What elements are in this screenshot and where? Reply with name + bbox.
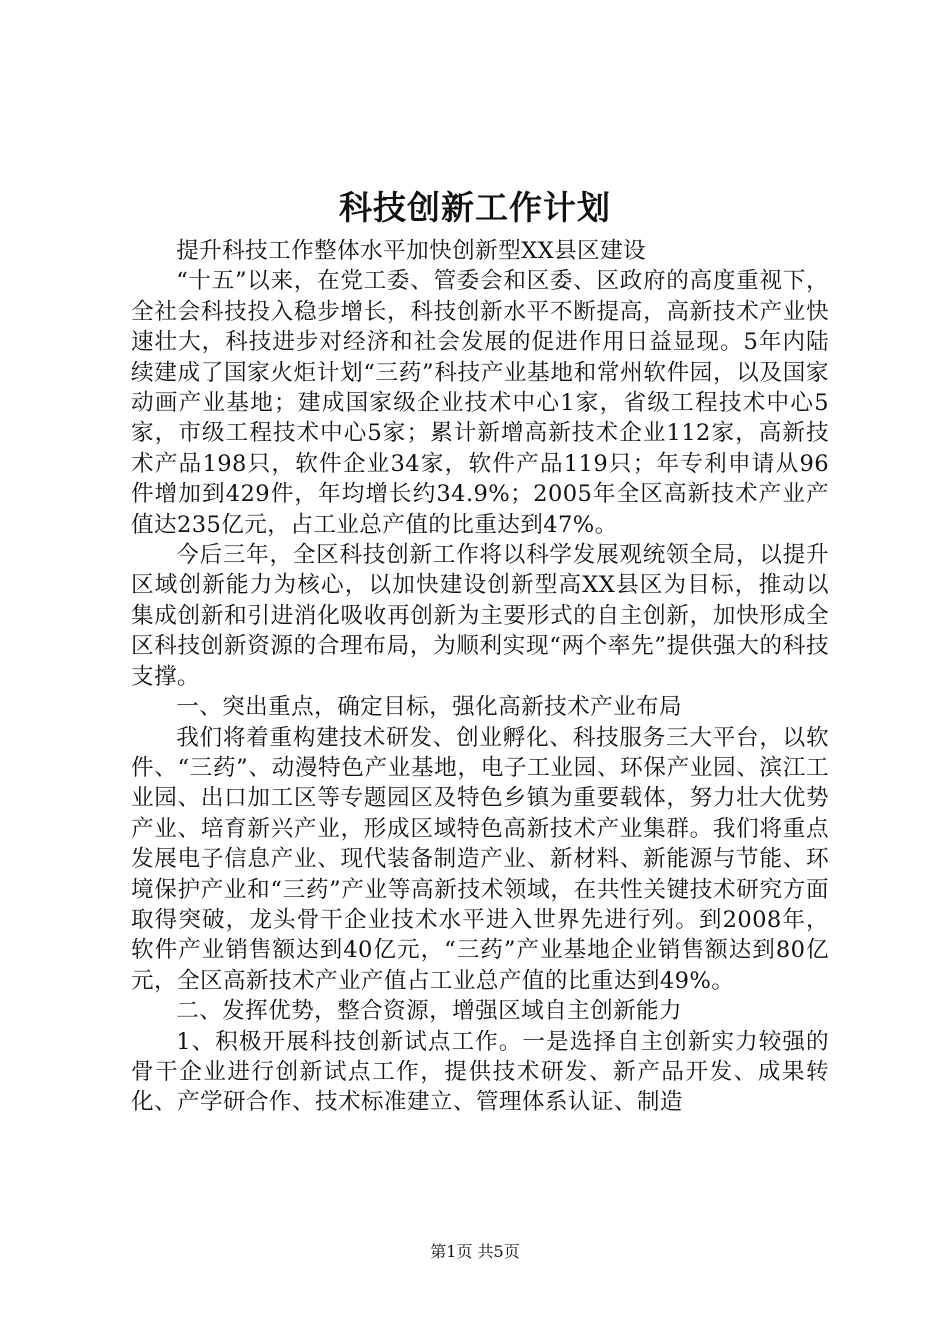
section-heading: 一、突出重点，确定目标，强化高新技术产业布局	[176, 694, 683, 721]
body-paragraph: “十五”以来，在党工委、管委会和区委、区政府的高度重视下，全社会科技投入稳步增长，科技创新水平不断提高，高新技术产业快速壮大，科技进步对经济和社会发展的促进作用日益显现。5年内陆续建成了国家火炬计划“三药”科技产业基地和常州软件园，以及国家动画产业基地；建成国家级企业技术中心1家，省级工程技术中心5家，市级工程技术中心5家；累计新增高新技术企业112家，高新技术产品198只，软件企业34家，软件产品119只；年专利申请从96件增加到429件，年均增长约34.9%；2005年全区高新技术产业产值达235亿元，占工业总产值的比重达到47%。	[131, 268, 829, 538]
body-paragraph: 我们将着重构建技术研发、创业孵化、科技服务三大平台，以软件、“三药”、动漫特色产业基地，电子工业园、环保产业园、滨江工业园、出口加工区等专题园区及特色乡镇为重要载体，努力壮大优势产业、培育新兴产业，形成区域特色高新技术产业集群。我们将重点发展电子信息产业、现代装备制造产业、新材料、新能源与节能、环境保护产业和“三药”产业等高新技术领域，在共性关键技术研究方面取得突破，龙头骨干企业技术水平进入世界先进行列。到2008年，软件产业销售额达到40亿元，“三药”产业基地企业销售额达到80亿元，全区高新技术产业产值占工业总产值的比重达到49%。	[131, 724, 829, 994]
document-body	[131, 236, 829, 1118]
body-paragraph: 今后三年，全区科技创新工作将以科学发展观统领全局，以提升区域创新能力为核心，以加快建设创新型高XX县区为目标，推动以集成创新和引进消化吸收再创新为主要形式的自主创新，加快形成全区科技创新资源的合理布局，为顺利实现“两个率先”提供强大的科技支撑。	[131, 542, 829, 690]
document-title: 科技创新工作计划	[339, 188, 611, 227]
page-footer: 第1页 共5页	[430, 1242, 520, 1261]
section-heading: 二、发挥优势，整合资源，增强区域自主创新能力	[176, 998, 683, 1025]
body-paragraph: 1、积极开展科技创新试点工作。一是选择自主创新实力较强的骨干企业进行创新试点工作，提供技术研发、新产品开发、成果转化、产学研合作、技术标准建立、管理体系认证、制造	[131, 1028, 829, 1116]
subtitle-paragraph: 提升科技工作整体水平加快创新型XX县区建设	[176, 238, 647, 264]
